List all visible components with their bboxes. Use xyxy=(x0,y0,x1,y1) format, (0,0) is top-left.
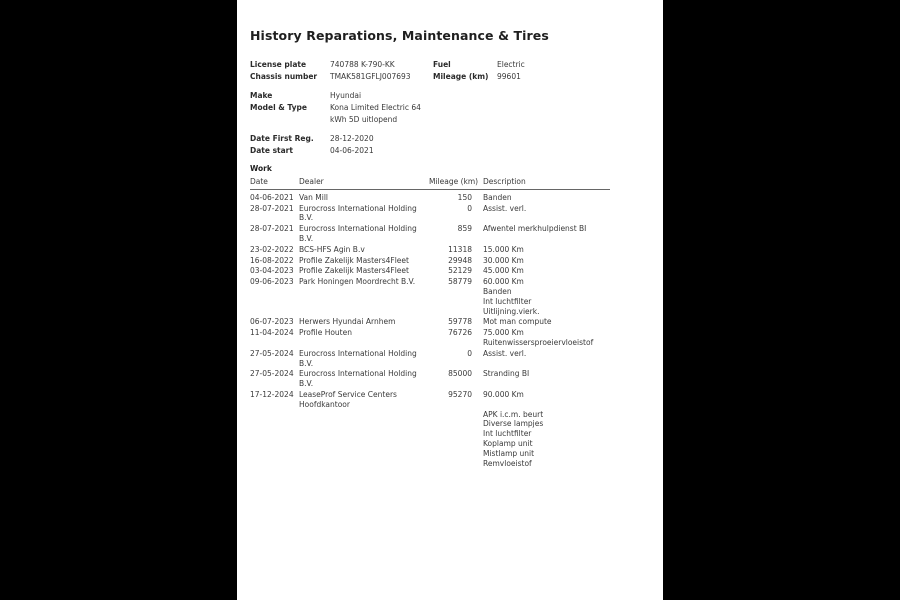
vehicle-id-block xyxy=(250,59,651,83)
description-line: Banden xyxy=(483,192,512,202)
license-plate-label: License plate xyxy=(250,60,307,69)
fuel-value: Electric xyxy=(497,60,525,69)
row-description xyxy=(483,369,610,389)
row-mileage: 11318 xyxy=(448,244,472,254)
table-row xyxy=(250,317,610,327)
table-row xyxy=(250,204,610,224)
row-mileage: 85000 xyxy=(448,369,472,379)
chassis-number-label: Chassis number xyxy=(250,72,318,81)
description-line: 30.000 Km xyxy=(483,255,524,265)
table-row xyxy=(250,224,610,244)
row-description xyxy=(483,245,610,255)
description-line xyxy=(483,400,610,410)
row-date: 28-07-2021 xyxy=(250,203,294,213)
row-dealer: Profile Houten xyxy=(299,328,352,338)
row-mileage: 150 xyxy=(457,192,472,202)
description-line: 75.000 Km xyxy=(483,328,524,338)
table-row xyxy=(250,245,610,255)
row-description xyxy=(483,224,610,244)
row-description xyxy=(483,317,610,327)
date-start-value: 04-06-2021 xyxy=(330,146,374,155)
info-row xyxy=(250,102,651,126)
make-value: Hyundai xyxy=(330,91,362,100)
row-description xyxy=(483,193,610,203)
description-line: Ruitenwissersproeiervloeistof xyxy=(483,337,594,347)
row-date: 09-06-2023 xyxy=(250,277,294,287)
description-line: 90.000 Km xyxy=(483,389,524,399)
row-description xyxy=(483,328,610,348)
row-description xyxy=(483,277,610,316)
work-table xyxy=(250,177,610,468)
description-line: Stranding BI xyxy=(483,369,530,379)
row-dealer: Profile Zakelijk Masters4Fleet xyxy=(299,255,409,265)
make-label: Make xyxy=(250,91,273,100)
row-mileage: 95270 xyxy=(448,389,472,399)
description-line: APK i.c.m. beurt xyxy=(483,409,544,419)
table-row xyxy=(250,390,610,468)
row-date: 06-07-2023 xyxy=(250,317,294,327)
row-date: 27-05-2024 xyxy=(250,348,294,358)
row-dealer: Herwers Hyundai Arnhem xyxy=(299,317,396,327)
info-row xyxy=(250,59,651,71)
row-date: 17-12-2024 xyxy=(250,389,294,399)
row-mileage: 0 xyxy=(467,203,472,213)
table-row xyxy=(250,256,610,266)
description-line: Assist. verl. xyxy=(483,348,527,358)
table-row xyxy=(250,277,610,316)
row-description xyxy=(483,256,610,266)
info-row xyxy=(250,90,651,102)
description-line: Remvloeistof xyxy=(483,458,532,468)
row-description xyxy=(483,266,610,276)
table-row xyxy=(250,328,610,348)
column-header-dealer: Dealer xyxy=(299,177,324,186)
info-row xyxy=(250,145,651,157)
row-dealer: Eurocross International Holding B.V. xyxy=(299,203,417,223)
description-line: 15.000 Km xyxy=(483,244,524,254)
info-row xyxy=(250,71,651,83)
make-model-block xyxy=(250,90,651,126)
column-header-mileage: Mileage (km) xyxy=(429,177,479,186)
mileage-value: 99601 xyxy=(497,72,521,81)
license-plate-value: 740788 K-790-KK xyxy=(330,60,395,69)
dates-block xyxy=(250,133,651,157)
row-description xyxy=(483,349,610,369)
table-row xyxy=(250,349,610,369)
table-row xyxy=(250,369,610,389)
row-date: 27-05-2024 xyxy=(250,369,294,379)
row-mileage: 0 xyxy=(467,348,472,358)
row-date: 16-08-2022 xyxy=(250,255,294,265)
row-dealer: Eurocross International Holding B.V. xyxy=(299,369,417,389)
row-dealer: Park Honingen Moordrecht B.V. xyxy=(299,277,416,287)
row-dealer: Eurocross International Holding B.V. xyxy=(299,224,417,243)
row-mileage: 76726 xyxy=(448,328,472,338)
row-description xyxy=(483,204,610,224)
description-line: Int luchtfilter xyxy=(483,296,532,306)
page-title: History Reparations, Maintenance & Tires xyxy=(250,28,549,43)
row-mileage: 52129 xyxy=(448,266,472,276)
table-row xyxy=(250,266,610,276)
description-line: Diverse lampjes xyxy=(483,419,544,429)
description-line: Mot man compute xyxy=(483,317,552,327)
maintenance-history-document xyxy=(237,0,663,600)
description-line: 60.000 Km xyxy=(483,277,524,287)
row-date: 03-04-2023 xyxy=(250,266,294,276)
work-table-header xyxy=(250,177,610,190)
row-mileage: 58779 xyxy=(448,277,472,287)
row-dealer: Profile Zakelijk Masters4Fleet xyxy=(299,266,409,276)
description-line: 45.000 Km xyxy=(483,266,524,276)
date-first-reg-label: Date First Reg. xyxy=(250,134,314,143)
fuel-label: Fuel xyxy=(433,60,451,69)
column-header-date: Date xyxy=(250,177,268,186)
description-line: Mistlamp unit xyxy=(483,448,535,458)
row-mileage: 59778 xyxy=(448,317,472,327)
model-type-value: Kona Limited Electric 64 kWh 5D uitlopend xyxy=(330,103,421,124)
description-line: Afwentel merkhulpdienst BI xyxy=(483,224,587,234)
description-line: Int luchtfilter xyxy=(483,429,532,439)
row-mileage: 29948 xyxy=(448,255,472,265)
chassis-number-value: TMAK581GFLJ007693 xyxy=(330,72,411,81)
row-date: 28-07-2021 xyxy=(250,224,294,234)
row-dealer: BCS-HFS Agin B.v xyxy=(299,244,365,254)
description-line: Koplamp unit xyxy=(483,438,533,448)
date-first-reg-value: 28-12-2020 xyxy=(330,134,374,143)
info-row xyxy=(250,133,651,145)
description-line: Assist. verl. xyxy=(483,203,527,213)
row-date: 11-04-2024 xyxy=(250,328,294,338)
mileage-label: Mileage (km) xyxy=(433,72,489,81)
row-date: 23-02-2022 xyxy=(250,244,294,254)
row-dealer: LeaseProf Service Centers Hoofdkantoor xyxy=(299,389,397,409)
row-mileage: 859 xyxy=(457,224,472,234)
row-dealer: Van Mill xyxy=(299,192,329,202)
table-row xyxy=(250,193,610,203)
description-line: Banden xyxy=(483,286,512,296)
row-description xyxy=(483,390,610,468)
model-type-label: Model & Type xyxy=(250,103,307,112)
work-section-title: Work xyxy=(250,164,272,173)
row-date: 04-06-2021 xyxy=(250,192,294,202)
row-dealer: Eurocross International Holding B.V. xyxy=(299,348,417,368)
work-table-body xyxy=(250,193,610,469)
column-header-description: Description xyxy=(483,177,526,186)
date-start-label: Date start xyxy=(250,146,293,155)
description-line: Uitlijning.vierk. xyxy=(483,306,540,316)
